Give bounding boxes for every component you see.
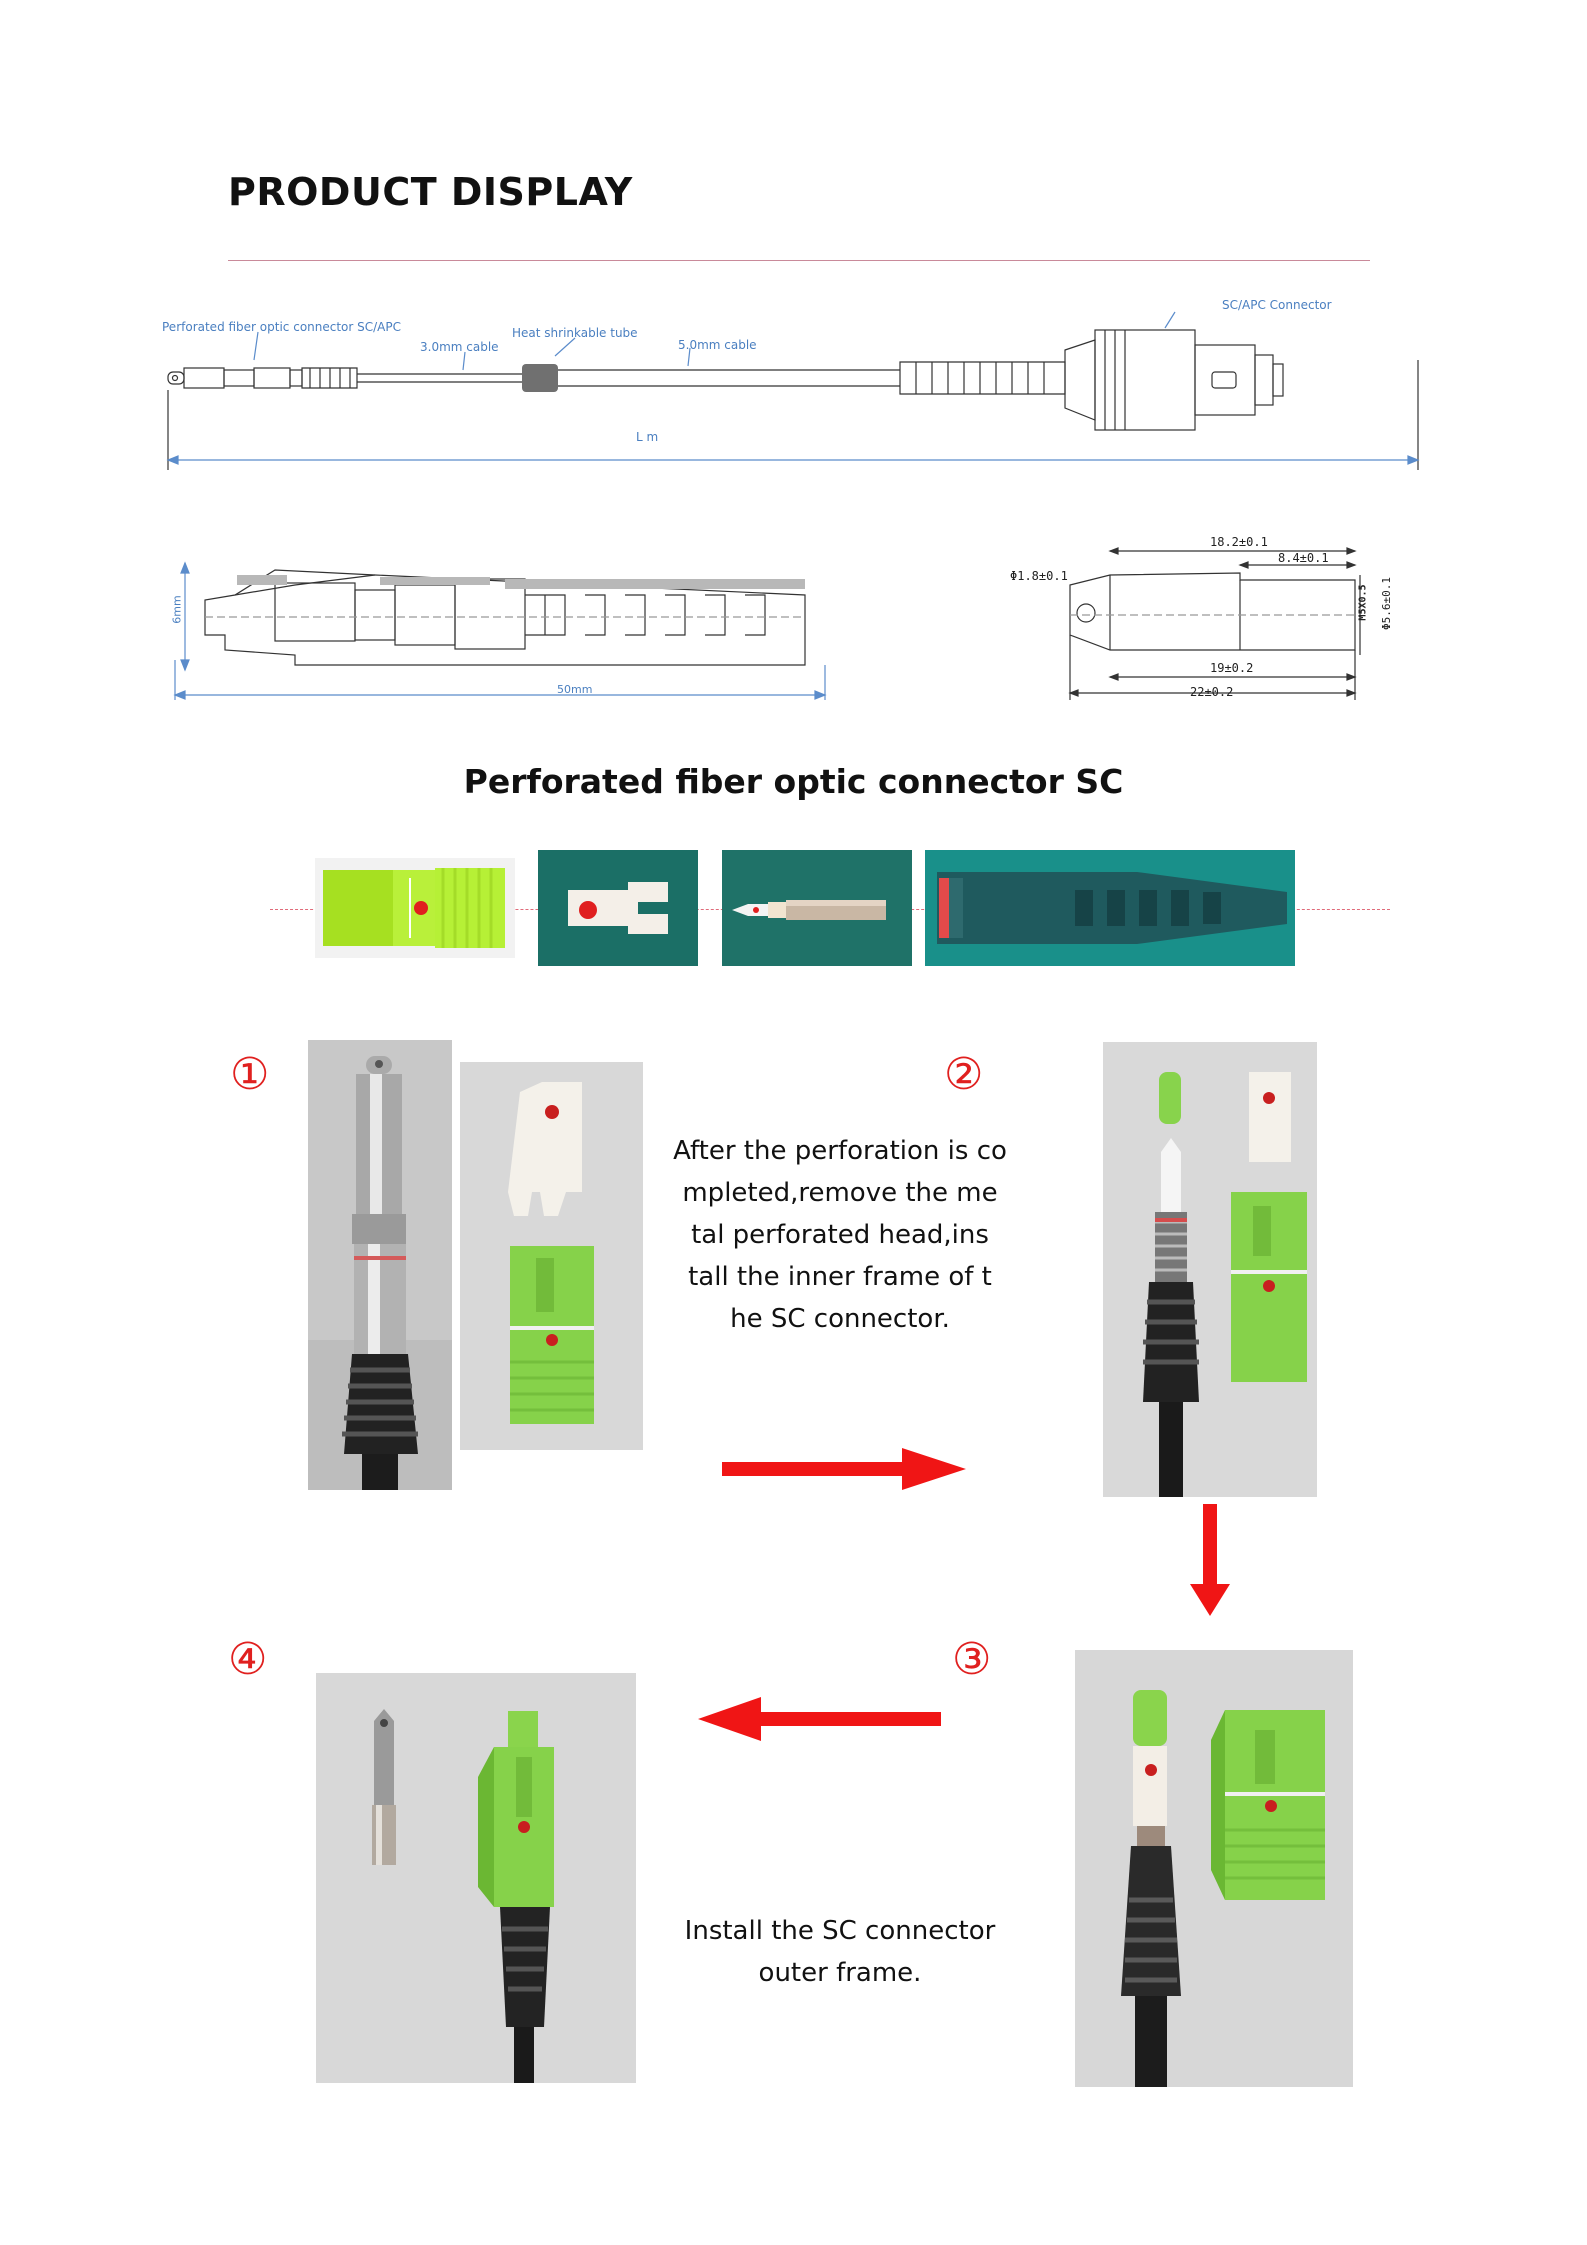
label-perforated-connector: Perforated fiber optic connector SC/APC xyxy=(162,320,402,334)
step-1-number: ① xyxy=(230,1049,270,1100)
step-4-instructions: Install the SC connector outer frame. xyxy=(684,1916,996,1988)
dimension-drawing xyxy=(1010,535,1410,715)
label-5mm-cable: 5.0mm cable xyxy=(678,338,757,352)
page-title: PRODUCT DISPLAY xyxy=(228,170,633,214)
cable-assembly-diagram xyxy=(160,290,1430,480)
label-heat-shrink-tube: Heat shrinkable tube xyxy=(512,326,638,340)
dim-22: 22±0.2 xyxy=(1190,685,1234,699)
label-sc-apc-connector: SC/APC Connector xyxy=(1222,298,1332,312)
title-divider xyxy=(228,260,1370,261)
step-4-number: ④ xyxy=(228,1634,268,1685)
photo-sc-outer-frame xyxy=(315,858,515,958)
photo-step-3-assembled xyxy=(1075,1650,1353,2087)
label-length: L m xyxy=(636,430,659,444)
arrow-right-icon xyxy=(722,1448,966,1490)
dim-phi-5-6: Φ5.6±0.1 xyxy=(1379,577,1393,630)
photo-sc-inner-frame xyxy=(538,850,698,966)
dim-phi-1-8: Φ1.8±0.1 xyxy=(1010,569,1068,583)
label-length-50mm: 50mm xyxy=(557,683,593,696)
label-3mm-cable: 3.0mm cable xyxy=(420,340,499,354)
photo-step-1-sc-parts xyxy=(460,1062,643,1450)
photo-ferrule xyxy=(722,850,912,966)
dim-m5: M5X0.5 xyxy=(1357,584,1369,621)
step-2-number: ② xyxy=(944,1049,984,1100)
dim-8-4: 8.4±0.1 xyxy=(1278,551,1329,565)
label-height-6mm: 6mm xyxy=(170,595,184,624)
photo-step-2-inner-frame xyxy=(1103,1042,1317,1497)
step-2-instructions: After the perforation is co mpleted,remove the me tal perforated head,ins tall the inner frame of t he SC connector. xyxy=(673,1136,1007,1334)
photo-step-1-perforated-head xyxy=(308,1040,452,1490)
arrow-down-icon xyxy=(1190,1504,1230,1616)
step-3-number: ③ xyxy=(952,1634,992,1685)
cable-assembly-drawing xyxy=(160,290,1430,480)
arrow-left-icon xyxy=(698,1697,941,1741)
component-strip xyxy=(270,840,1390,980)
photo-step-4-final xyxy=(316,1673,636,2083)
section-heading: Perforated fiber optic connector SC xyxy=(463,762,1124,801)
dim-19: 19±0.2 xyxy=(1210,661,1254,675)
cross-section-drawing xyxy=(165,555,965,725)
cross-section-diagram xyxy=(165,555,965,725)
photo-boot xyxy=(925,850,1295,966)
dim-18-2: 18.2±0.1 xyxy=(1210,535,1268,549)
